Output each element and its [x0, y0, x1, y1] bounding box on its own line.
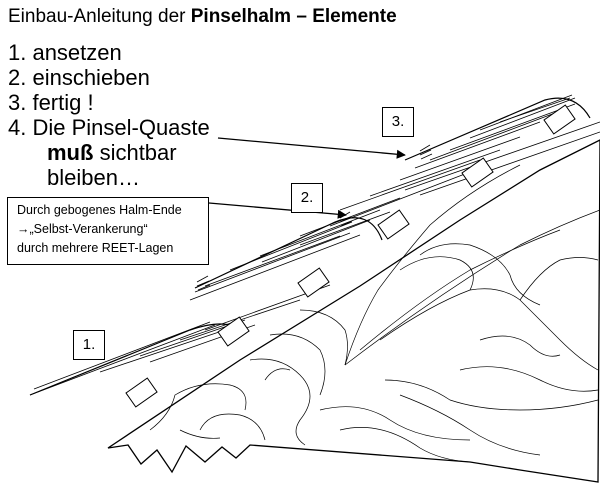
label-1: 1. — [73, 330, 105, 360]
arrow-step4 — [218, 138, 405, 155]
page-title: Einbau-Anleitung der Pinselhalm – Elemente — [8, 6, 397, 27]
step-1: 1. ansetzen — [8, 40, 122, 65]
step-4: 4. Die Pinsel-Quaste — [8, 115, 210, 140]
step-3: 3. fertig ! — [8, 90, 94, 115]
step-4-line3: bleiben… — [47, 165, 140, 190]
note-box: Durch gebogenes Halm-Ende →„Selbst-Verankerung“ durch mehrere REET-Lagen — [7, 197, 209, 265]
step-list — [8, 40, 210, 190]
arrow-note — [209, 203, 346, 215]
step-2: 2. einschieben — [8, 65, 150, 90]
label-2: 2. — [291, 183, 323, 213]
inner-grain — [150, 165, 600, 462]
label-3: 3. — [382, 107, 414, 137]
step-4-line2: muß sichtbar — [47, 140, 177, 165]
